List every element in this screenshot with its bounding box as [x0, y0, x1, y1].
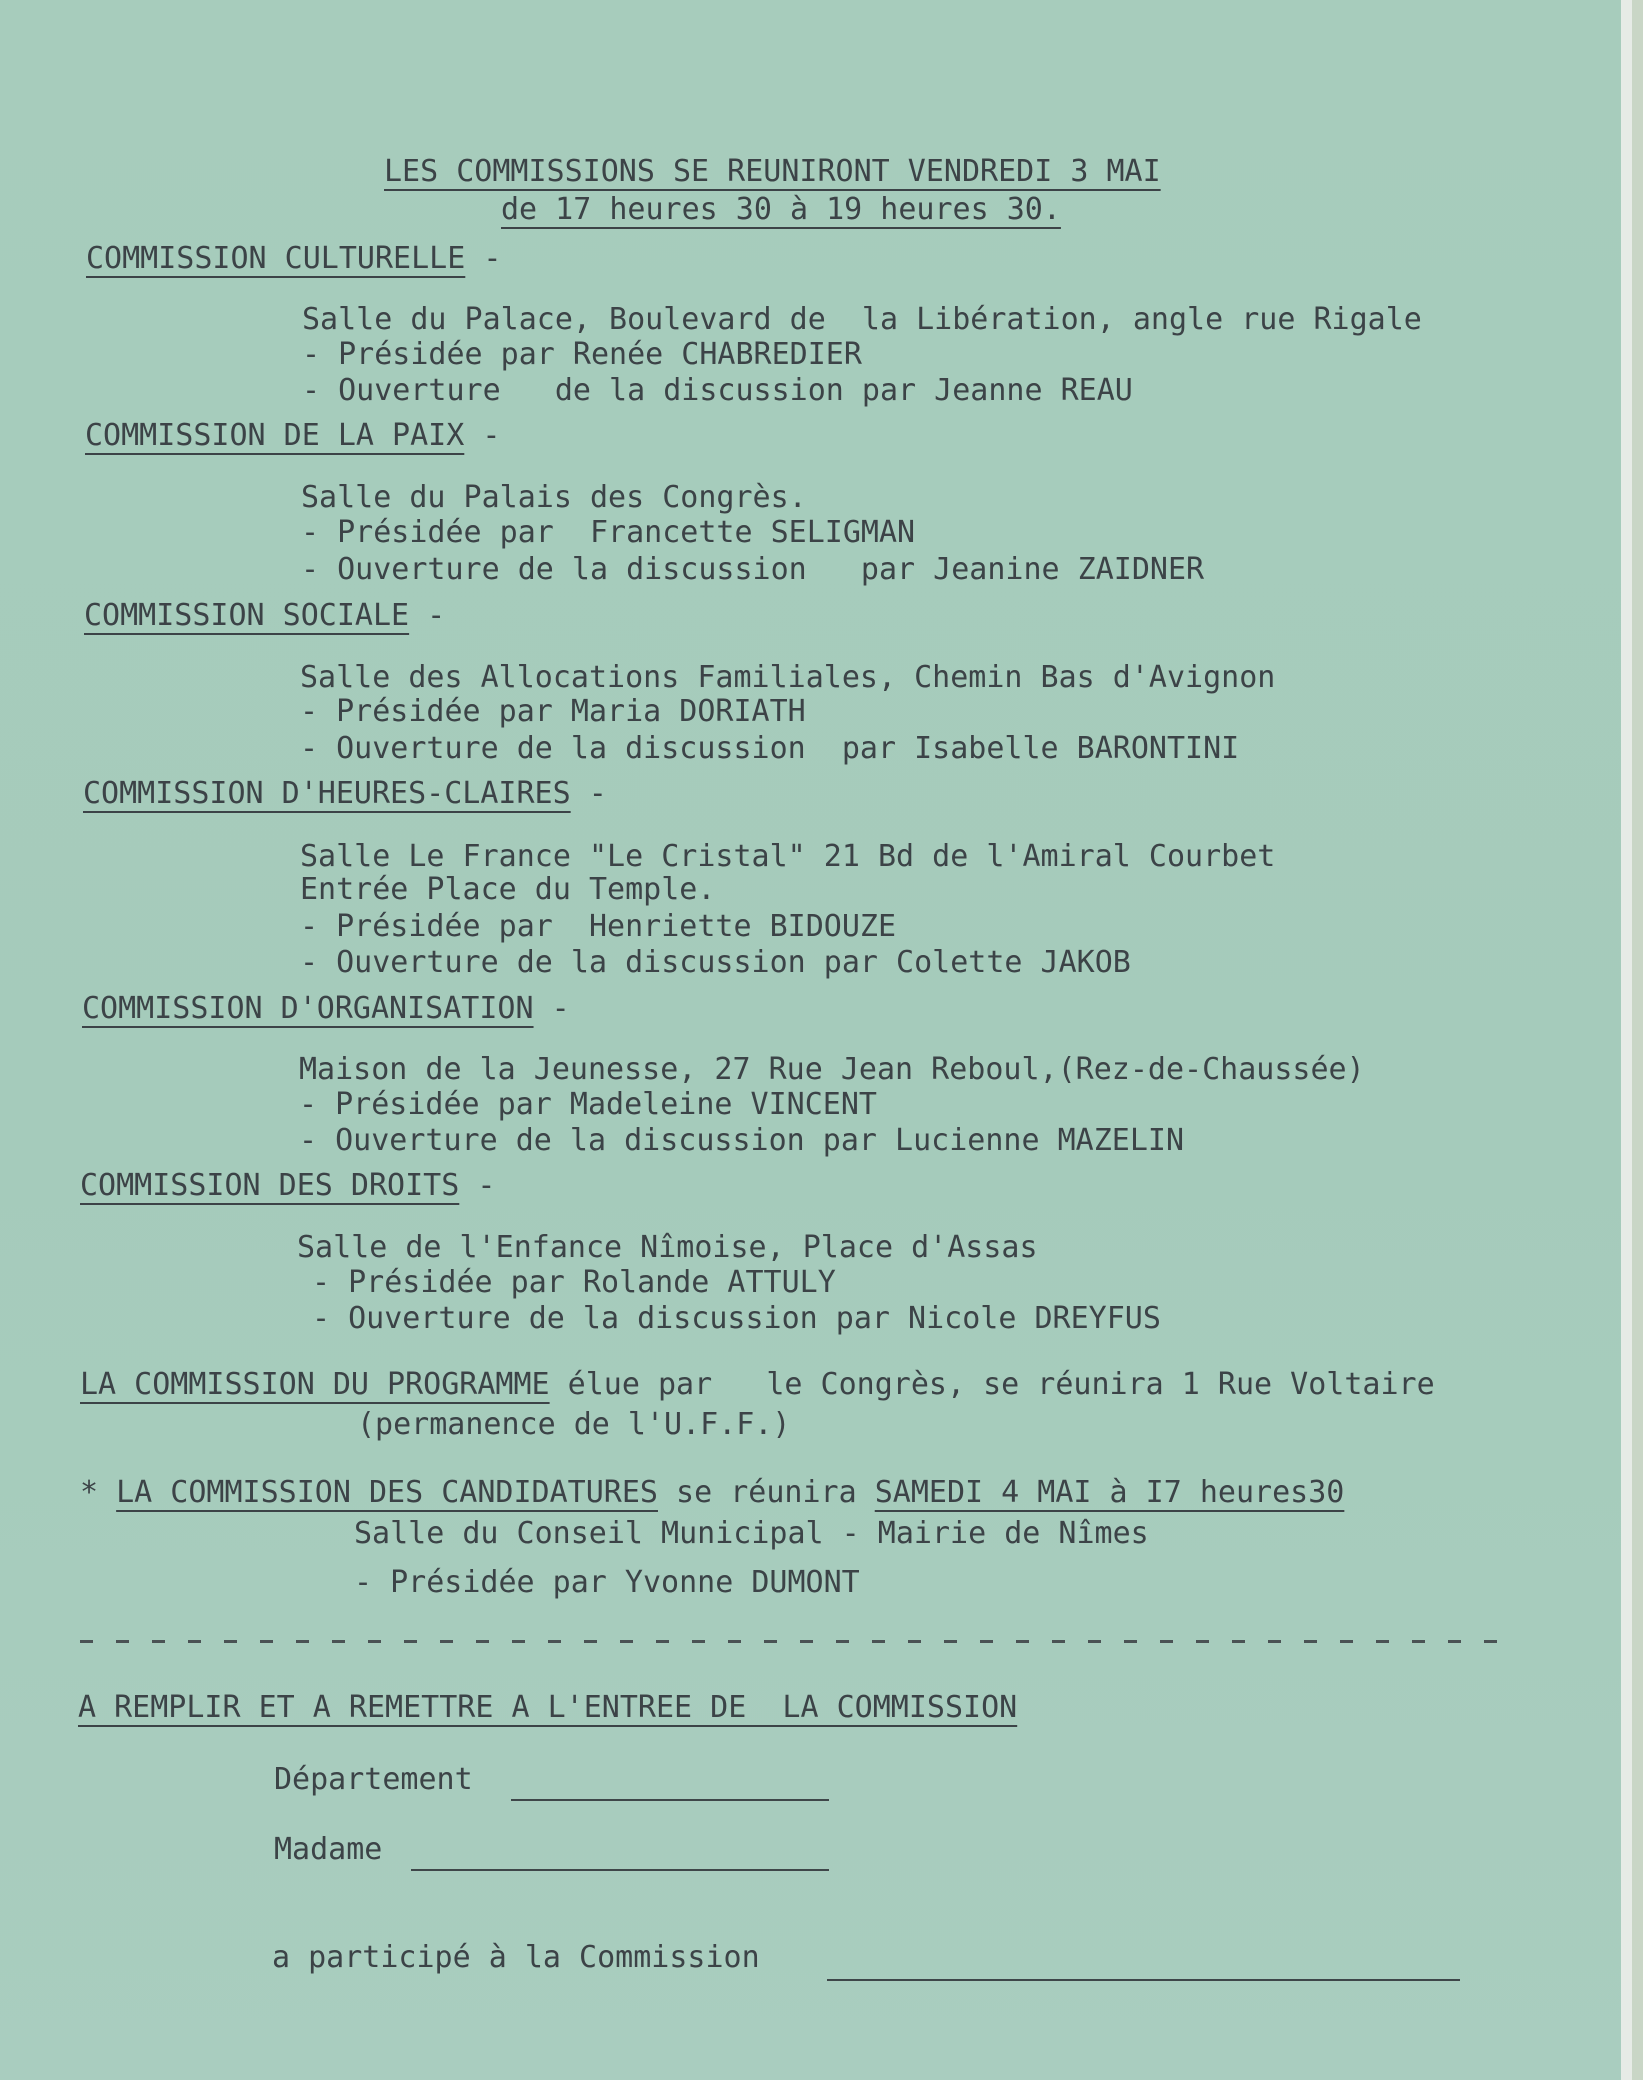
asterisk-mark: *	[80, 1475, 99, 1510]
madame-field[interactable]	[411, 1869, 829, 1871]
detail-line: - Ouverture de la discussion par Colette JAKOB	[300, 945, 1131, 980]
detail-line: Entrée Place du Temple.	[300, 872, 716, 907]
heading-dash: -	[533, 991, 570, 1026]
detail-line: - Présidée par Henriette BIDOUZE	[300, 909, 897, 944]
programme-line-2: (permanence de l'U.F.F.)	[357, 1407, 791, 1442]
commission-culturelle-heading	[86, 241, 502, 276]
candidatures-title: LA COMMISSION DES CANDIDATURES	[116, 1475, 658, 1510]
heading-dash: -	[464, 418, 501, 453]
commission-sociale-heading	[84, 598, 446, 633]
candidatures-line-3: - Présidée par Yvonne DUMONT	[354, 1565, 860, 1600]
header-line-2: de 17 heures 30 à 19 heures 30.	[501, 192, 1061, 227]
detail-line: - Présidée par Rolande ATTULY	[312, 1265, 836, 1300]
commission-heures-claires-heading	[83, 776, 607, 811]
detail-line: Salle du Palais des Congrès.	[301, 480, 807, 515]
candidatures-middle: se réunira	[657, 1475, 875, 1510]
programme-text: élue par le Congrès, se réunira 1 Rue Voltaire	[549, 1367, 1435, 1402]
commission-candidatures-line	[80, 1475, 1345, 1510]
detail-line: - Présidée par Renée CHABREDIER	[302, 337, 862, 372]
candidatures-date: SAMEDI 4 MAI à I7 heures30	[874, 1475, 1345, 1510]
participe-label: a participé à la Commission	[272, 1940, 760, 1975]
detail-line: - Ouverture de la discussion par Nicole DREYFUS	[312, 1301, 1161, 1336]
detail-line: - Présidée par Maria DORIATH	[300, 694, 806, 729]
form-heading: A REMPLIR ET A REMETTRE A L'ENTREE DE LA COMMISSION	[78, 1690, 1018, 1725]
dashed-separator	[80, 1640, 1520, 1643]
detail-line: - Présidée par Francette SELIGMAN	[301, 515, 916, 550]
heading-dash: -	[570, 776, 607, 811]
commission-title: COMMISSION D'ORGANISATION	[82, 991, 534, 1026]
detail-line: - Ouverture de la discussion par Lucienne MAZELIN	[299, 1123, 1185, 1158]
detail-line: Salle de l'Enfance Nîmoise, Place d'Assas	[297, 1230, 1038, 1265]
commission-organisation-heading	[82, 991, 570, 1026]
detail-line: - Ouverture de la discussion par Jeanne REAU	[302, 373, 1133, 408]
paper-edge	[1621, 0, 1632, 2080]
commission-droits-heading	[80, 1168, 496, 1203]
madame-label: Madame	[274, 1832, 383, 1867]
heading-dash: -	[465, 241, 502, 276]
header-line-1: LES COMMISSIONS SE REUNIRONT VENDREDI 3 MAI	[384, 154, 1161, 189]
departement-field[interactable]	[511, 1799, 829, 1801]
detail-line: Salle Le France "Le Cristal" 21 Bd de l'Amiral Courbet	[300, 839, 1276, 874]
detail-line: Salle des Allocations Familiales, Chemin Bas d'Avignon	[300, 660, 1276, 695]
detail-line: - Ouverture de la discussion par Jeanine ZAIDNER	[301, 552, 1205, 587]
departement-label: Département	[274, 1762, 473, 1797]
heading-dash: -	[409, 598, 446, 633]
candidatures-line-2: Salle du Conseil Municipal - Mairie de Nîmes	[354, 1516, 1149, 1551]
detail-line: Salle du Palace, Boulevard de la Libération, angle rue Rigale	[302, 302, 1422, 337]
commission-title: COMMISSION DES DROITS	[80, 1168, 460, 1203]
commission-programme-line	[80, 1367, 1435, 1402]
programme-title: LA COMMISSION DU PROGRAMME	[80, 1367, 550, 1402]
detail-line: Maison de la Jeunesse, 27 Rue Jean Reboul,(Rez-de-Chaussée)	[299, 1052, 1365, 1087]
commission-title: COMMISSION D'HEURES-CLAIRES	[83, 776, 571, 811]
commission-title: COMMISSION CULTURELLE	[86, 241, 466, 276]
commission-title: COMMISSION DE LA PAIX	[85, 418, 465, 453]
heading-dash: -	[459, 1168, 496, 1203]
commission-title: COMMISSION SOCIALE	[84, 598, 410, 633]
detail-line: - Présidée par Madeleine VINCENT	[299, 1087, 877, 1122]
commission-field[interactable]	[827, 1979, 1460, 1981]
commission-paix-heading	[85, 418, 501, 453]
detail-line: - Ouverture de la discussion par Isabelle BARONTINI	[300, 731, 1240, 766]
